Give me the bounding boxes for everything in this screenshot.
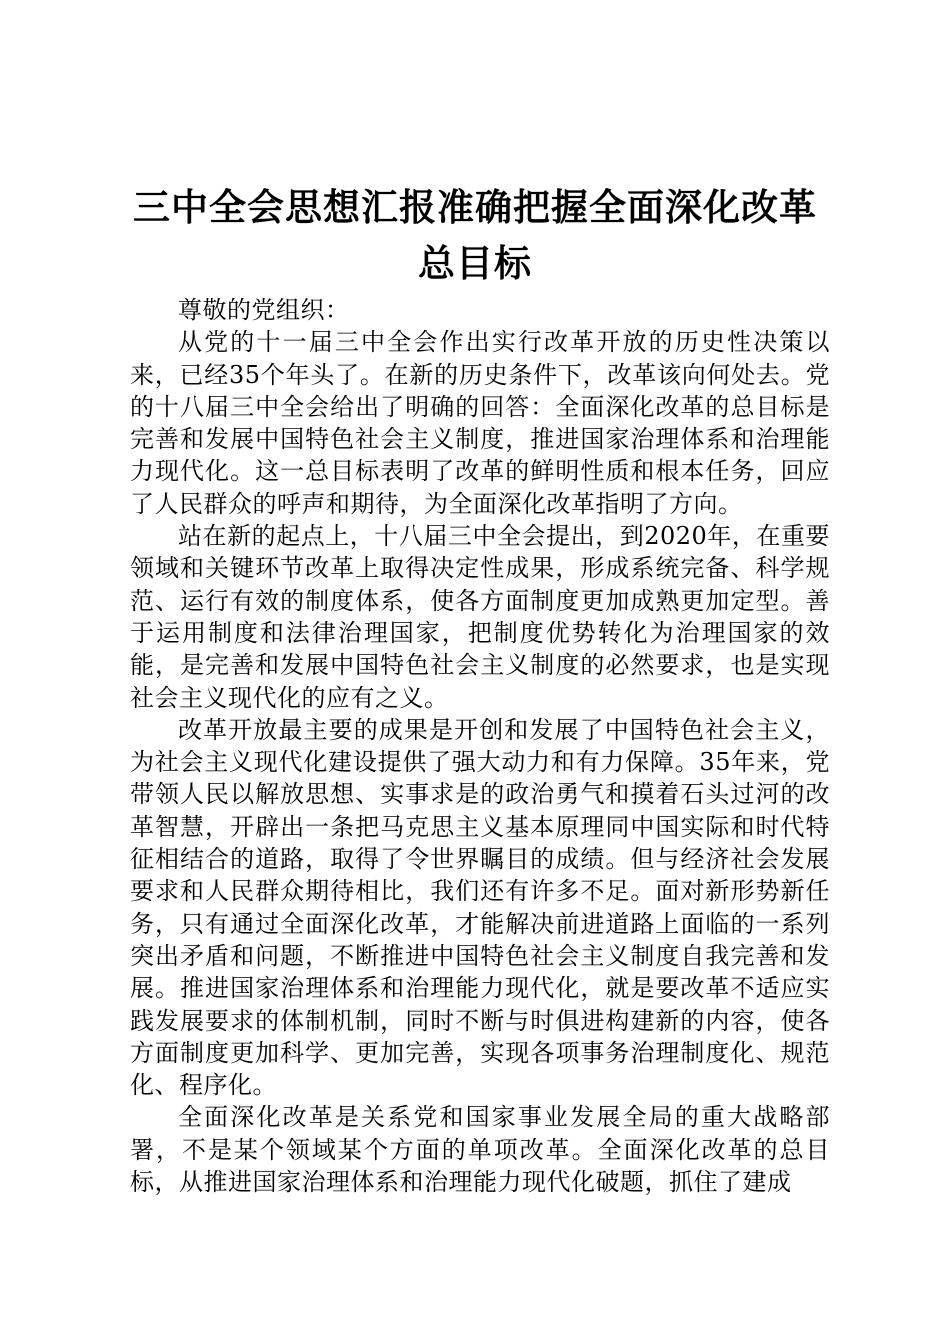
paragraph-2: 站在新的起点上，十八届三中全会提出，到2020年，在重要领域和关键环节改革上取得决定性成果，形成系统完备、科学规范、运行有效的制度体系，使各方面制度更加成熟更加定型。善于运用制度和法律治理国家，把制度优势转化为治理国家的效能，是完善和发展中国特色社会主义制度的必然要求，也是实现社会主义现代化的应有之义。 — [130, 522, 830, 712]
paragraph-3: 改革开放最主要的成果是开创和发展了中国特色社会主义，为社会主义现代化建设提供了强大动力和有力保障。35年来，党带领人民以解放思想、实事求是的政治勇气和摸着石头过河的改革智慧，开辟出一条把马克思主义基本原理同中国实际和时代特征相结合的道路，取得了令世界瞩目的成绩。但与经济社会发展要求和人民群众期待相比，我们还有许多不足。面对新形势新任务，只有通过全面深化改革，才能解决前进道路上面临的一系列突出矛盾和问题，不断推进中国特色社会主义制度自我完善和发展。推进国家治理体系和治理能力现代化，就是要改革不适应实践发展要求的体制机制，同时不断与时俱进构建新的内容，使各方面制度更加科学、更加完善，实现各项事务治理制度化、规范化、程序化。 — [130, 715, 830, 1100]
document-body — [130, 294, 830, 1198]
document-title: 三中全会思想汇报准确把握全面深化改革总目标 — [133, 186, 817, 285]
paragraph-1: 从党的十一届三中全会作出实行改革开放的历史性决策以来，已经35个年头了。在新的历史条件下，改革该向何处去。党的十八届三中全会给出了明确的回答：全面深化改革的总目标是完善和发展中国特色社会主义制度，推进国家治理体系和治理能力现代化。这一总目标表明了改革的鲜明性质和根本任务，回应了人民群众的呼声和期待，为全面深化改革指明了方向。 — [130, 328, 830, 518]
paragraph-4: 全面深化改革是关系党和国家事业发展全局的重大战略部署，不是某个领域某个方面的单项改革。全面深化改革的总目标，从推进国家治理体系和治理能力现代化破题，抓住了建成 — [130, 1103, 830, 1197]
salutation: 尊敬的党组织： — [178, 296, 350, 324]
